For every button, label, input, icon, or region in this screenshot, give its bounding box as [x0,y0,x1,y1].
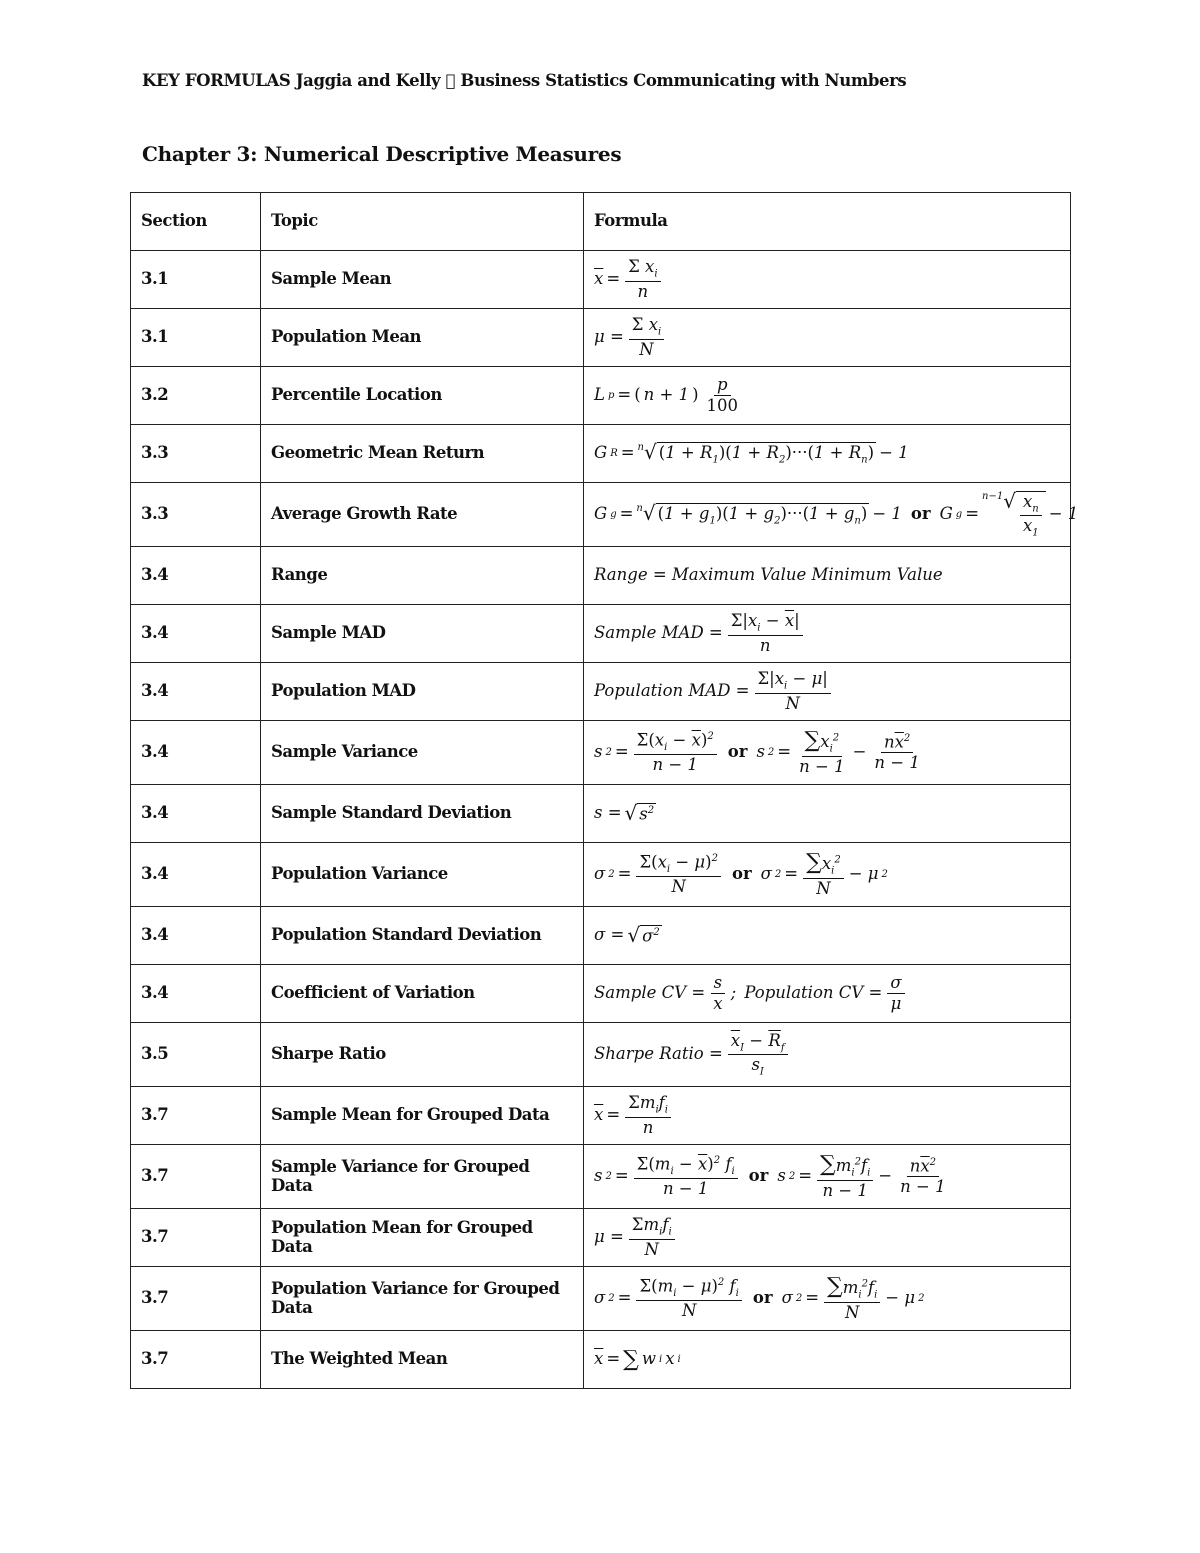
formula-geometric-mean-return: G R = n √ $(1 + R_1)(1 + R_2)\cdot\cdot\cdot(1 + R_n)$ − 1 [584,425,1071,483]
topic-cell: Range [261,547,584,605]
formula-table [130,192,1079,1389]
section-cell: 3.1 [131,251,261,309]
chapter-title: Chapter 3: Numerical Descriptive Measures [142,142,622,166]
table-row [131,1209,1071,1267]
topic-cell: Sample Standard Deviation [261,785,584,843]
table-row [131,663,1071,721]
section-cell: 3.7 [131,1087,261,1145]
table-row [131,1087,1071,1145]
topic-cell: Percentile Location [261,367,584,425]
topic-cell: Population Mean [261,309,584,367]
or-label: or [752,1288,773,1308]
formula-grouped-population-variance: σ 2 = $\frac{\Sigma(m_i - \mu)^2 f_i}{N}$ or σ 2 = $\frac{\sum m_i^2f_i}{N}$ − μ 2 [584,1267,1071,1331]
section-cell: 3.7 [131,1267,261,1331]
section-cell: 3.4 [131,965,261,1023]
table-row [131,785,1071,843]
table-row [131,547,1071,605]
sharpe-label: Sharpe Ratio = [594,1044,723,1064]
table-row [131,605,1071,663]
table-header-row [131,193,1071,251]
or-label: or [748,1166,769,1186]
table-row [131,721,1071,785]
column-header-topic: Topic [261,193,584,251]
topic-cell: Coefficient of Variation [261,965,584,1023]
section-cell: 3.5 [131,1023,261,1087]
topic-cell: Population Standard Deviation [261,907,584,965]
topic-cell: Population MAD [261,663,584,721]
topic-cell: Sample Mean for Grouped Data [261,1087,584,1145]
document-header: KEY FORMULAS Jaggia and Kelly   Business Statistics Communicating with Numbers [142,71,907,90]
column-header-section: Section [131,193,261,251]
section-cell: 3.1 [131,309,261,367]
sample-mad-label: Sample MAD = [594,623,723,643]
formula-population-mad: Population MAD = $\frac{\Sigma|x_i - \mu|}{N}$ [584,663,1071,721]
topic-cell: Sharpe Ratio [261,1023,584,1087]
table-row [131,1267,1071,1331]
section-cell: 3.7 [131,1331,261,1389]
section-cell: 3.7 [131,1145,261,1209]
table-row [131,251,1071,309]
topic-cell: Sample Variance [261,721,584,785]
topic-cell: Sample Mean [261,251,584,309]
formula-sample-mad: Sample MAD = $\frac{\Sigma|x_i - \overline{x}|}{n}$ [584,605,1071,663]
topic-cell: Population Mean for Grouped Data [261,1209,584,1267]
formula-grouped-sample-mean: $\overline{x}$ = $\frac{\Sigma m_if_i}{n}$ [584,1087,1071,1145]
formula-grouped-population-mean: μ = $\frac{\Sigma m_if_i}{N}$ [584,1209,1071,1267]
section-cell: 3.4 [131,605,261,663]
section-cell: 3.4 [131,843,261,907]
table-row [131,843,1071,907]
column-header-formula: Formula [584,193,1071,251]
table-row [131,965,1071,1023]
or-label: or [731,864,752,884]
table-row [131,483,1071,547]
section-cell: 3.4 [131,785,261,843]
table-row [131,907,1071,965]
or-label: or [910,504,931,524]
formula-sample-variance: s 2 = $\frac{\Sigma(x_i - \overline{x})^2}{n - 1}$ or s 2 = $\frac{\sum x_i^2}{n - 1}$ − $\frac{n\overline{x}^2}{n - 1}$ [584,721,1071,785]
section-cell: 3.4 [131,721,261,785]
topic-cell: Population Variance for Grouped Data [261,1267,584,1331]
topic-cell: Geometric Mean Return [261,425,584,483]
table-row [131,1145,1071,1209]
sample-cv-label: Sample CV = [594,983,706,1003]
topic-cell: Sample MAD [261,605,584,663]
section-cell: 3.3 [131,483,261,547]
formula-sharpe-ratio: Sharpe Ratio = $\frac{\overline{x}_I - \overline{R}_f}{s_I}$ [584,1023,1071,1087]
section-cell: 3.7 [131,1209,261,1267]
formula-coefficient-of-variation: Sample CV = $\frac{s}{x}$ ; Population CV = $\frac{\sigma}{\mu}$ [584,965,1071,1023]
formula-grouped-sample-variance: s 2 = $\frac{\Sigma(m_i - \overline{x})^2 f_i}{n - 1}$ or s 2 = $\frac{\sum m_i^2f_i}{n - 1}$ − $\frac{n\overline{x}^2}{n - 1}$ [584,1145,1071,1209]
formula-sample-mean: $\overline{x}$ = $\frac{\Sigma x_i}{n}$ [584,251,1071,309]
or-label: or [727,742,748,762]
topic-cell: Average Growth Rate [261,483,584,547]
topic-cell: The Weighted Mean [261,1331,584,1389]
table-row [131,367,1071,425]
formula-percentile-location: L p = ( n + 1 ) $\frac{p}{100}$ [584,367,1071,425]
formula-weighted-mean: $\overline{x}$ = ∑ w i x i [584,1331,1071,1389]
section-cell: 3.4 [131,547,261,605]
topic-cell: Population Variance [261,843,584,907]
formula-population-variance: σ 2 = $\frac{\Sigma(x_i - \mu)^2}{N}$ or σ 2 = $\frac{\sum x_i^2}{N}$ − μ 2 [584,843,1071,907]
population-cv-label: Population CV = [744,983,883,1003]
section-cell: 3.4 [131,907,261,965]
section-cell: 3.2 [131,367,261,425]
table-row [131,1023,1071,1087]
formula-population-mean: μ = $\frac{\Sigma x_i}{N}$ [584,309,1071,367]
formula-range: Range = Maximum Value Minimum Value [584,547,1071,605]
section-cell: 3.3 [131,425,261,483]
formula-population-std-dev: σ = √ $\sigma^2$ [584,907,1071,965]
table-row [131,425,1071,483]
formula-sample-std-dev: s = √ $s^2$ [584,785,1071,843]
topic-cell: Sample Variance for Grouped Data [261,1145,584,1209]
formula-average-growth-rate: G g = n √ $(1 + g_1)(1 + g_2)\cdot\cdot\cdot(1 + g_n)$ − 1 or G g = n−1 √ $\frac{x_n}{x_1}$ − 1 [584,483,1071,547]
table-row [131,309,1071,367]
section-cell: 3.4 [131,663,261,721]
table-row [131,1331,1071,1389]
population-mad-label: Population MAD = [594,681,750,701]
